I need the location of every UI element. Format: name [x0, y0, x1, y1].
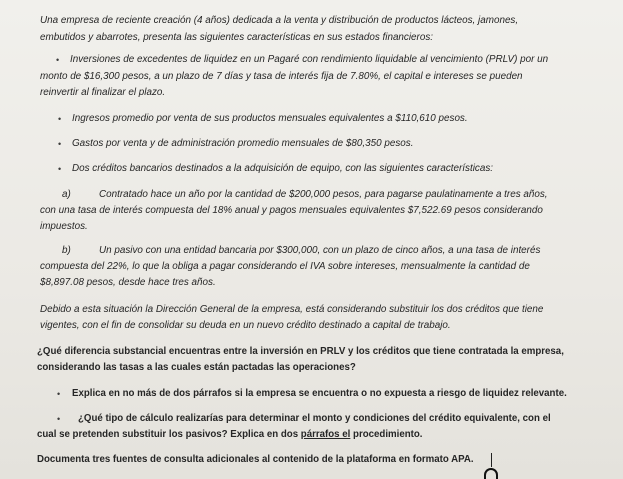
item-a-marker: a) — [62, 189, 71, 200]
question3-line-1-text: ¿Qué tipo de cálculo realizarías para determinar el monto y condiciones del crédito equivalente, con el — [78, 413, 551, 424]
bullet-glyph: • — [57, 414, 61, 424]
text-cursor[interactable] — [491, 453, 492, 467]
question3-line-2-part-c: procedimiento. — [350, 429, 423, 440]
question3-line-2-part-a: cual se pretenden substituir los pasivos? Explica en dos — [37, 429, 301, 440]
intro-line-2: embutidos y abarrotes, presenta las siguientes características en sus estados financieros: — [40, 32, 434, 43]
bullet1-line-2: monto de $16,300 pesos, a un plazo de 7 días y tasa de interés fija de 7.80%, el capital e intereses se pueden — [40, 71, 523, 82]
bullet1-line-3: reinvertir al finalizar el plazo. — [40, 87, 166, 98]
question3-line-2-link-text: párrafos el — [300, 429, 351, 440]
question3-line-2 — [37, 428, 422, 442]
item-a-line-3: impuestos. — [40, 221, 88, 232]
bullet-glyph: • — [56, 55, 60, 65]
question1-line-1: ¿Qué diferencia substancial encuentras entre la inversión en PRLV y los créditos que tiene contratada la empresa, — [37, 346, 564, 357]
bullet-glyph: • — [58, 164, 62, 174]
bullet-glyph: • — [58, 114, 62, 124]
question2-text: Explica en no más de dos párrafos si la empresa se encuentra o no expuesta a riesgo de liquidez relevante. — [72, 388, 567, 399]
question3-line-1 — [70, 412, 551, 426]
item-a-line-2: con una tasa de interés compuesta del 18% anual y pagos mensuales equivalentes $7,522.69 pesos considerando — [40, 205, 543, 216]
intro-line-1: Una empresa de reciente creación (4 años) dedicada a la venta y distribución de productos lácteos, jamones, — [40, 15, 519, 26]
item-a-line-1: Contratado hace un año por la cantidad de $200,000 pesos, para pagarse paulatinamente a tres años, — [99, 189, 548, 200]
item-b-line-3: $8,897.08 pesos, desde hace tres años. — [40, 277, 216, 288]
selection-handle-icon[interactable] — [484, 468, 498, 479]
situation-line-2: vigentes, con el fin de consolidar su deuda en un nuevo crédito destinado a capital de trabajo. — [40, 320, 451, 331]
item-b-line-2: compuesta del 22%, lo que la obliga a pagar considerando el IVA sobre intereses, mensualmente la cantidad de — [40, 261, 530, 272]
bullet2-text: Ingresos promedio por venta de sus productos mensuales equivalentes a $110,610 pesos. — [72, 113, 468, 124]
bullet3-text: Gastos por venta y de administración promedio mensuales de $80,350 pesos. — [72, 138, 414, 149]
bullet-glyph: • — [57, 389, 61, 399]
bullet1-line-1: Inversiones de excedentes de liquidez en un Pagaré con rendimiento liquidable al vencimiento (PRLV) por un — [70, 54, 549, 65]
bullet4-text: Dos créditos bancarios destinados a la adquisición de equipo, con las siguientes características: — [72, 163, 494, 174]
question1-line-2: considerando las tasas a las cuales están pactadas las operaciones? — [37, 362, 356, 373]
bullet-glyph: • — [58, 139, 62, 149]
item-b-marker: b) — [62, 245, 71, 256]
situation-line-1: Debido a esta situación la Dirección General de la empresa, está considerando substituir los dos créditos que tiene — [40, 304, 544, 315]
closing-text: Documenta tres fuentes de consulta adicionales al contenido de la plataforma en formato APA. — [37, 454, 474, 465]
item-b-line-1: Un pasivo con una entidad bancaria por $300,000, con un plazo de cinco años, a una tasa de interés — [99, 245, 541, 256]
